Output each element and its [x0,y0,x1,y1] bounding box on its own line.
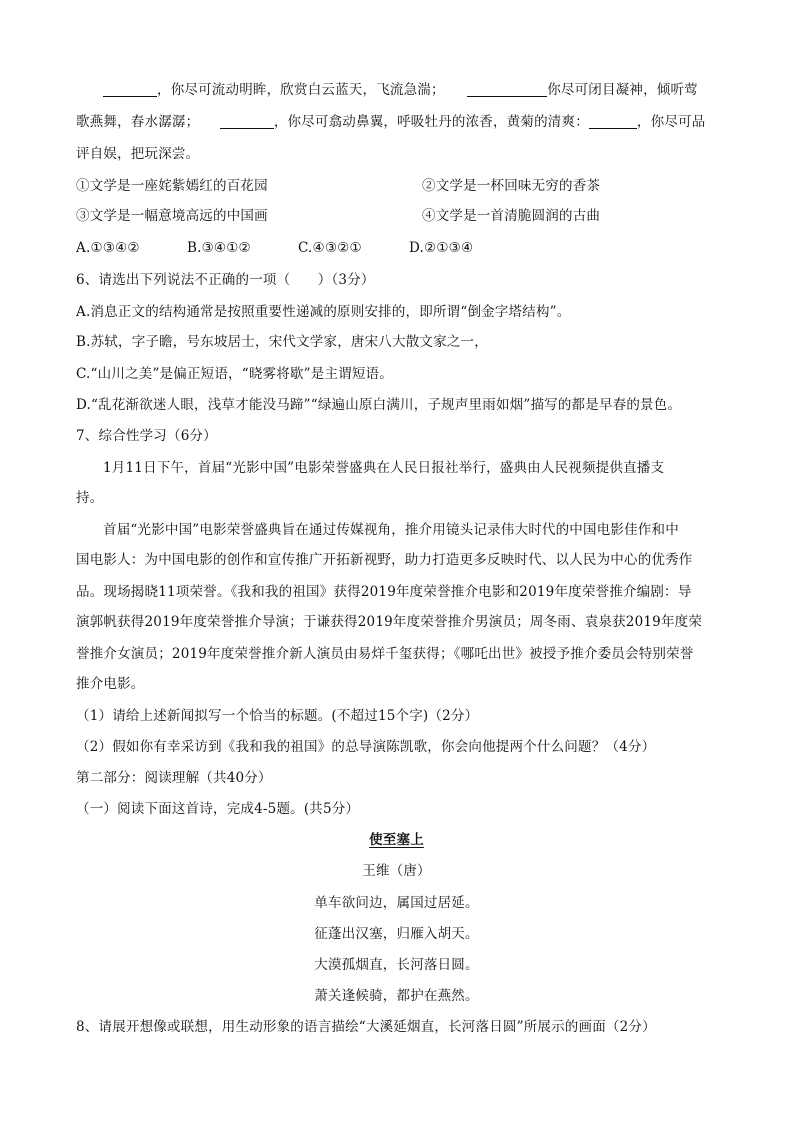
q7-paragraph-2-line-4: 演郭帆获得2019年度荣誉推介导演；于谦获得2019年度荣誉推介男演员；周冬雨、袁泉获2019年度荣 [76,614,703,630]
answer-blank-1[interactable] [103,81,157,97]
poem-title: 使至塞上 [369,832,424,848]
q5-text-5: ，你尽可品 [636,114,706,130]
q5-line-1 [103,80,698,100]
q5-options [76,238,473,258]
option-b[interactable]: B.③④①② [187,240,251,256]
poem-line-1: 单车欲问边，属国过居延。 [314,895,479,911]
poem-line-2: 征蓬出汉塞，归雁入胡天。 [314,926,479,942]
q6-option-c[interactable]: C.“山川之美”是偏正短语，“晓雾将歇”是主谓短语。 [76,366,393,382]
poem-author: 王维（唐） [362,863,431,879]
q5-text-2: 你尽可闭目凝神，倾听莺 [547,82,698,98]
q5-item-2: ②文学是一杯回味无穷的香茶 [422,178,601,194]
answer-blank-2[interactable] [467,81,547,97]
q7-subquestion-2: （2）假如你有幸采访到《我和我的祖国》的总导演陈凯歌，你会向他提两个什么问题？（4分） [76,739,656,755]
q7-paragraph-1-line-2: 持。 [76,490,104,506]
q7-paragraph-2-line-5: 誉推介女演员；2019年度荣誉推介新人演员由易烊千玺获得；《哪吒出世》被授予推介委员会特别荣誉 [76,646,694,662]
option-c[interactable]: C.④③②① [298,240,362,256]
q7-subquestion-1: （1）请给上述新闻拟写一个恰当的标题。(不超过15个字)（2分） [76,708,479,724]
q5-text-3: 歌燕舞，春水潺潺； [76,114,200,130]
option-d[interactable]: D.②①③④ [409,240,474,256]
q7-paragraph-2-line-2: 国电影人：为中国电影的创作和宣传推广开拓新视野，助力打造更多反映时代、以人民为中心的优秀作 [76,552,693,568]
poem-line-3: 大漠孤烟直，长河落日圆。 [314,957,479,973]
answer-blank-4[interactable] [589,113,637,129]
q7-paragraph-2-line-3: 品。现场揭晓11项荣誉。《我和我的祖国》获得2019年度荣誉推介电影和2019年度荣誉推介编剧：导 [76,584,692,600]
answer-blank-3[interactable] [220,113,274,129]
q7-paragraph-2-line-6: 推介电影。 [76,676,145,692]
q7-paragraph-2-line-1: 首届“光影中国”电影荣誉盛典旨在通过传媒视角，推介用镜头记录伟大时代的中国电影佳作和中 [103,522,679,538]
q6-option-b[interactable]: B.苏轼，字子瞻，号东坡居士，宋代文学家，唐宋八大散文家之一， [76,334,488,350]
q5-item-3: ③文学是一幅意境高远的中国画 [76,208,268,224]
q6-option-a[interactable]: A.消息正文的结构通常是按照重要性递减的原则安排的，即所谓“倒金字塔结构”。 [76,304,571,320]
q6-stem: 6、请选出下列说法不正确的一项（ ）（3分） [76,272,375,288]
q5-item-1: ①文学是一座姹紫嫣红的百花园 [76,178,268,194]
q5-line-3: 评自娱，把玩深尝。 [76,146,200,162]
q5-text-1: ，你尽可流动明眸，欣赏白云蓝天，飞流急湍； [157,82,445,98]
q5-line-2 [76,112,705,132]
q6-option-d[interactable]: D.“乱花渐欲迷人眼，浅草才能没马蹄”“绿遍山原白满川，子规声里雨如烟”描写的都是早春的景色。 [76,397,682,413]
q7-paragraph-1-line-1: 1月11日下午，首届“光影中国”电影荣誉盛典在人民日报社举行，盛典由人民视频提供直播支 [103,460,665,476]
section-1-instruction: （一）阅读下面这首诗，完成4-5题。(共5分） [76,801,360,817]
q7-stem: 7、综合性学习（6分） [76,428,217,444]
q5-item-4: ④文学是一首清脆圆润的古曲 [422,208,601,224]
q8-stem: 8、请展开想像或联想，用生动形象的语言描绘“大溪延烟直，长河落日圆”所展示的画面（2分） [76,1019,656,1035]
option-a[interactable]: A.①③④② [76,240,140,256]
poem-line-4: 萧关逢候骑，都护在燕然。 [314,988,479,1004]
part-2-heading: 第二部分：阅读理解（共40分） [76,770,272,786]
q5-text-4: ，你尽可翕动鼻翼，呼吸牡丹的浓香，黄菊的清爽： [273,114,589,130]
